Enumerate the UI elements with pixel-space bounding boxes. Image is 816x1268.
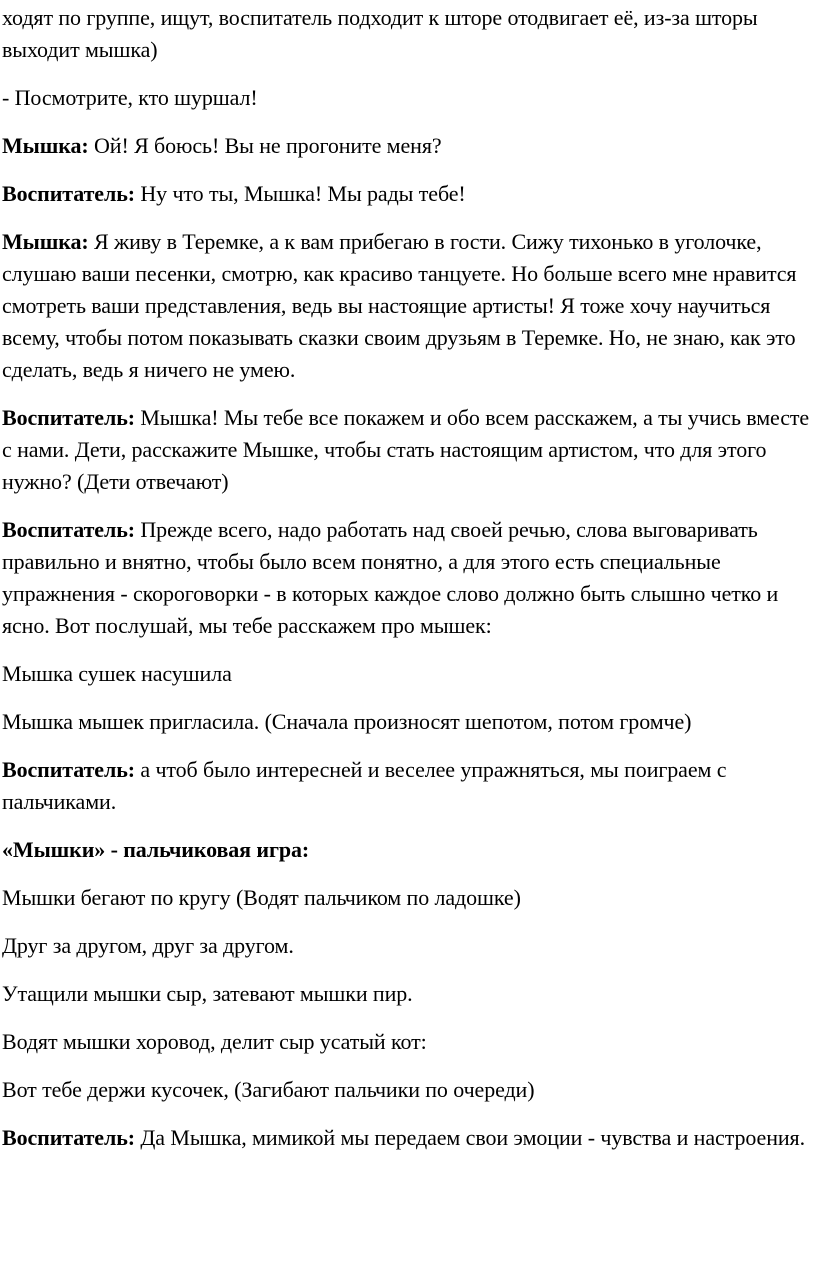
paragraph [2, 178, 814, 210]
speaker-label: Воспитатель: [2, 181, 135, 206]
paragraph [2, 226, 814, 386]
paragraph [2, 882, 814, 914]
heading-label: «Мышки» - пальчиковая игра: [2, 837, 310, 862]
paragraph-text: Мышки бегают по кругу (Водят пальчиком по ладошке) [2, 885, 521, 910]
paragraph [2, 706, 814, 738]
paragraph [2, 402, 814, 498]
paragraph [2, 130, 814, 162]
paragraph [2, 978, 814, 1010]
paragraph [2, 1122, 814, 1154]
speaker-label: Воспитатель: [2, 405, 135, 430]
paragraph-text: а чтоб было интересней и веселее упражняться, мы поиграем с пальчиками. [2, 757, 727, 814]
paragraph [2, 1074, 814, 1106]
paragraph [2, 754, 814, 818]
paragraph-text: ходят по группе, ищут, воспитатель подходит к шторе отодвигает её, из-за шторы выходит мышка) [2, 5, 758, 62]
paragraph-text: Мышка сушек насушила [2, 661, 232, 686]
paragraph-text: Да Мышка, мимикой мы передаем свои эмоции - чувства и настроения. [134, 1125, 805, 1150]
speaker-label: Мышка: [2, 229, 89, 254]
speaker-label: Воспитатель: [2, 757, 135, 782]
paragraph-text: Утащили мышки сыр, затевают мышки пир. [2, 981, 413, 1006]
paragraph-text: Я живу в Теремке, а к вам прибегаю в гости. Сижу тихонько в уголочке, слушаю ваши песенки, смотрю, как красиво танцуете. Но больше всего мне нравится смотреть ваши представления, ведь вы настоящие артисты! Я тоже хочу научиться всему, чтобы потом показывать сказки своим друзьям в Теремке. Но, не знаю, как это сделать, ведь я ничего не умею. [2, 229, 797, 382]
paragraph-text: Мышка! Мы тебе все покажем и обо всем расскажем, а ты учись вместе с нами. Дети, расскажите Мышке, чтобы стать настоящим артистом, что для этого нужно? (Дети отвечают) [2, 405, 810, 494]
speaker-label: Мышка: [2, 133, 89, 158]
paragraph-text: Вот тебе держи кусочек, (Загибают пальчики по очереди) [2, 1077, 535, 1102]
paragraph-text: Водят мышки хоровод, делит сыр усатый кот: [2, 1029, 427, 1054]
paragraph [2, 658, 814, 690]
speaker-label: Воспитатель: [2, 1125, 135, 1150]
paragraph-text: Мышка мышек пригласила. (Сначала произносят шепотом, потом громче) [2, 709, 692, 734]
paragraph-text: Друг за другом, друг за другом. [2, 933, 294, 958]
paragraph-text: Прежде всего, надо работать над своей речью, слова выговаривать правильно и внятно, чтобы было всем понятно, а для этого есть специальные упражнения - скороговорки - в которых каждое слово должно быть слышно четко и ясно. Вот послушай, мы тебе расскажем про мышек: [2, 517, 779, 638]
paragraph-text: Ну что ты, Мышка! Мы рады тебе! [134, 181, 466, 206]
paragraph [2, 82, 814, 114]
paragraph [2, 930, 814, 962]
paragraph [2, 1026, 814, 1058]
paragraph-text: - Посмотрите, кто шуршал! [2, 85, 258, 110]
section-heading [2, 834, 814, 866]
speaker-label: Воспитатель: [2, 517, 135, 542]
paragraph-text: Ой! Я боюсь! Вы не прогоните меня? [88, 133, 442, 158]
paragraph [2, 2, 814, 66]
paragraph [2, 514, 814, 642]
